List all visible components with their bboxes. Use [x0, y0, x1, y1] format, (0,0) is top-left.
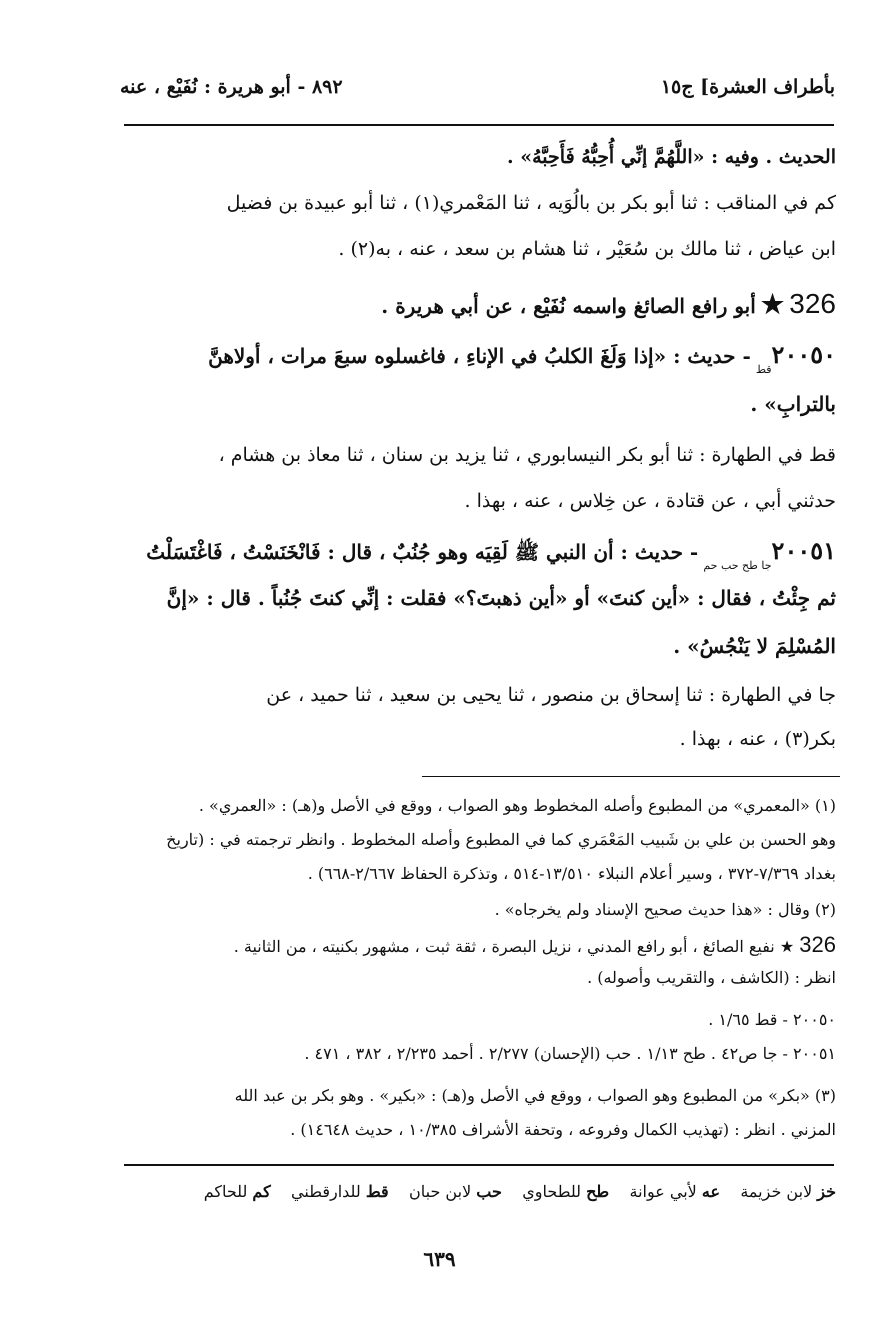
header-book-title: بأطراف العشرة] ج١٥: [660, 76, 835, 98]
page-number: ٦٣٩: [423, 1247, 456, 1271]
running-header: [120, 76, 835, 106]
hadith-text: - حديث : «إذا وَلَغَ الكلبُ في الإناءِ ، فاغسلوه سبعَ مرات ، أولاهنَّ: [208, 344, 751, 368]
footnote-line: وهو الحسن بن علي بن شَبيب المَعْمَري كما في المطبوع وأصله المخطوط . وانظر ترجمته في : (تاريخ: [166, 830, 836, 849]
star-icon: ★: [779, 937, 795, 956]
body-line: كم في المناقب : ثنا أبو بكر بن بالُوَيه ، ثنا المَعْمري(١) ، ثنا أبو عبيدة بن فضيل: [226, 192, 836, 214]
header-rule: [124, 124, 834, 126]
abbr-item: خز لابن خزيمة: [740, 1182, 836, 1201]
footnote-line: (٢) وقال : «هذا حديث صحيح الإسناد ولم يخرجاه» .: [494, 900, 836, 919]
hadith-number: ٢٠٠٥١: [771, 536, 836, 565]
body-line: بكر(٣) ، عنه ، بهذا .: [679, 728, 836, 750]
hadith-sources: جا طح حب حم: [703, 559, 772, 572]
footnote-line: المزني . انظر : (تهذيب الكمال وفروعه ، وتحفة الأشراف ١٠/٣٨٥ ، حديث ١٤٦٤٨) .: [290, 1120, 836, 1139]
hadith-text: بالترابِ» .: [750, 392, 836, 416]
abbr-item: قط للدارقطني: [291, 1182, 389, 1201]
abbreviations-key: [124, 1182, 836, 1201]
body-line: ابن عياض ، ثنا مالك بن سُعَيْر ، ثنا هشام بن سعد ، عنه ، به(٢) .: [338, 238, 836, 260]
narrator-number: 326: [789, 288, 836, 319]
footnote-rule: [422, 776, 840, 777]
hadith-text: ثم جِئْتُ ، فقال : «أين كنتَ» أو «أين ذهبتَ؟» فقلت : إنِّي كنتَ جُنُباً . قال : «إنَّ: [166, 586, 836, 610]
hadith-text: المُسْلِمَ لا يَنْجُسُ» .: [673, 634, 836, 658]
footnote-line: (٣) «بكر» من المطبوع وهو الصواب ، ووقع في الأصل و(هـ) : «بكير» . وهو بكر بن عبد الله: [234, 1086, 836, 1105]
hadith-heading: [124, 536, 836, 572]
abbr-item: طح للطحاوي: [522, 1182, 610, 1201]
hadith-number: ٢٠٠٥٠: [771, 340, 836, 369]
body-line: قط في الطهارة : ثنا أبو بكر النيسابوري ، ثنا يزيد بن سنان ، ثنا معاذ بن هشام ،: [218, 444, 836, 466]
narrator-heading: [124, 288, 836, 320]
footnote-line: (١) «المعمري» من المطبوع وأصله المخطوط وهو الصواب ، ووقع في الأصل و(هـ) : «العمري» .: [198, 796, 836, 815]
abbreviations-rule: [124, 1164, 834, 1166]
hadith-text: - حديث : أن النبي ﷺ لَقِيَه وهو جُنُبٌ ، قال : فَانْخَنَسْتُ ، فَاغْتَسَلْتُ: [146, 540, 699, 564]
footnote-narrator: [124, 932, 836, 958]
footnote-line: ٢٠٠٥١ - جا ص٤٢ . طح ١/١٣ . حب (الإحسان) ٢/٢٧٧ . أحمد ٢/٢٣٥ ، ٣٨٢ ، ٤٧١ .: [304, 1044, 836, 1063]
hadith-heading: [124, 340, 836, 376]
hadith-sources: قط: [755, 363, 772, 376]
star-icon: ★: [760, 290, 785, 320]
footnote-line: ٢٠٠٥٠ - قط ١/٦٥ .: [708, 1010, 836, 1029]
narrator-title: أبو رافع الصائغ واسمه نُفَيْع ، عن أبي هريرة .: [381, 294, 756, 318]
footnote-narrator-number: 326: [799, 932, 836, 957]
header-section-title: ٨٩٢ - أبو هريرة : نُفَيْع ، عنه: [120, 76, 343, 98]
abbr-item: عه لأبي عوانة: [629, 1182, 720, 1201]
body-line: الحديث . وفيه : «اللَّهُمَّ إنِّي أُحِبُّهُ فَأَحِبَّهُ» .: [507, 146, 836, 168]
abbr-item: حب لابن حبان: [409, 1182, 502, 1201]
footnote-line: انظر : (الكاشف ، والتقريب وأصوله) .: [587, 968, 836, 987]
footnote-narrator-text: نفيع الصائغ ، أبو رافع المدني ، نزيل البصرة ، ثقة ثبت ، مشهور بكنيته ، من الثانية .: [233, 937, 775, 956]
body-line: جا في الطهارة : ثنا إسحاق بن منصور ، ثنا يحيى بن سعيد ، ثنا حميد ، عن: [266, 684, 836, 706]
body-line: حدثني أبي ، عن قتادة ، عن خِلاس ، عنه ، بهذا .: [464, 490, 836, 512]
footnote-line: بغداد ٧/٣٦٩-٣٧٢ ، وسير أعلام النبلاء ١٣/٥١٠-٥١٤ ، وتذكرة الحفاظ ٢/٦٦٧-٦٦٨) .: [307, 864, 836, 883]
abbr-item: كم للحاكم: [203, 1182, 271, 1201]
